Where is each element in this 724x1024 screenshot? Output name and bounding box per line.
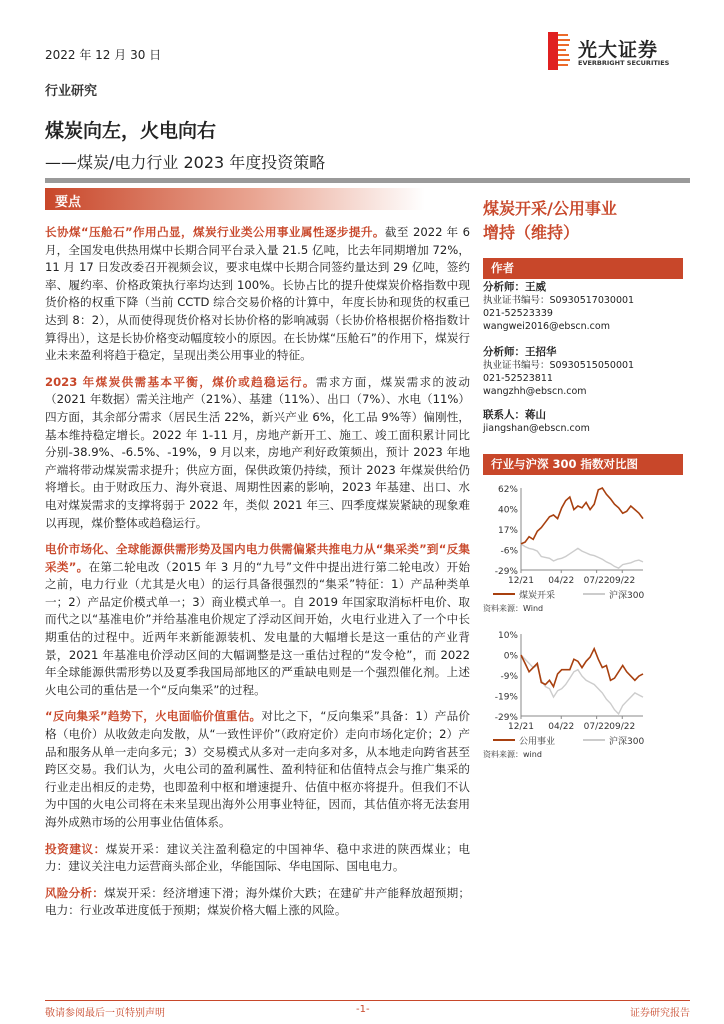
author-1 <box>483 281 693 333</box>
footer-divider <box>45 1000 690 1001</box>
x-tick-label: 12/21 <box>508 576 534 586</box>
contact <box>483 409 693 435</box>
x-tick-label: 07/22 <box>583 576 610 586</box>
author-email[interactable]: wangzhh@ebscn.com <box>483 386 587 397</box>
footer-report-type: 证券研究报告 <box>630 1008 690 1019</box>
y-tick-label: -19% <box>494 692 518 703</box>
report-date: 2022 年 12 月 30 日 <box>45 48 162 62</box>
y-tick-label: 10% <box>497 631 518 641</box>
key-point-paragraph <box>45 885 470 920</box>
key-point-lead: 电价市场化、全球能源供需形势及国内电力供需偏紧共推电力从“集采类”到“反集采类”。 <box>45 542 470 574</box>
key-point-paragraph <box>45 374 470 532</box>
y-tick-label: 62% <box>497 485 518 495</box>
key-point-paragraph <box>45 708 470 831</box>
series-line-1 <box>521 544 643 568</box>
author-name: 分析师：王招华 <box>483 346 557 358</box>
rating: 增持（维持） <box>483 223 580 242</box>
sector-name: 煤炭开采/公用事业 <box>483 199 617 218</box>
chart-utility-vs-hs300 <box>483 624 693 759</box>
key-point-text: 在第二轮电改（2015 年 3 月的“九号”文件中提出进行第二轮电改）开始之前，电力行业（尤其是火电）的运行具备很强烈的“集采”特征：1）产品种类单一；2）产品定价模式单一；3）商业模式单一。自 2019 年国家取消标杆电价、取而代之以“基准电价”并给基准电价规定了浮动区间开始，火电行业进入了一个中长期重估的过程中。近两年来新能源装机、发电量的大幅增长是这一重估的产业背景，2021 年基准电价浮动区间的大幅调整是这一重估过程的“发令枪”，而 2022 年全球能源供需形势以及夏季我国局部地区的严重缺电则是一个强烈催化剂。上述火电公司的重估是一个“反向集采”的过程。 <box>45 559 470 697</box>
logo-mark-icon <box>548 32 570 70</box>
x-tick-label: 09/22 <box>609 722 636 732</box>
x-tick-label: 04/22 <box>548 722 575 732</box>
key-points-header <box>45 188 425 210</box>
author-phone: 021-52523811 <box>483 373 553 384</box>
key-point-text: 煤炭开采：经济增速下滑；海外煤价大跌；在建矿井产能释放超预期；电力：行业改革进度低于预期；煤炭价格大幅上涨的风险。 <box>45 885 470 918</box>
legend-label: 公用事业 <box>519 737 556 747</box>
author-email[interactable]: wangwei2016@ebscn.com <box>483 321 610 332</box>
chart-source: 资料来源：wind <box>483 750 542 759</box>
author-phone: 021-52523339 <box>483 308 553 319</box>
key-point-lead: 风险分析： <box>45 885 105 900</box>
x-tick-label: 12/21 <box>508 722 534 732</box>
legend-label: 煤炭开采 <box>519 591 556 601</box>
series-line-0 <box>521 649 643 687</box>
page-number: -1- <box>356 1004 370 1015</box>
logo-text-en: EVERBRIGHT SECURITIES <box>578 59 670 67</box>
author-cert: 执业证书编号：S0930517030001 <box>483 295 635 306</box>
footer-disclaimer: 敬请参阅最后一页特别声明 <box>45 1008 165 1019</box>
y-tick-label: -29% <box>494 713 518 723</box>
legend-label: 沪深300 <box>609 591 645 601</box>
key-point-text: 需求方面，煤炭需求的波动（2021 年数据）需关注地产（21%）、基建（11%）、出口（7%）、水电（11%）四方面，其余部分需求（居民生活 22%，新兴产业 6%，化工品 9%等）偏刚性，基本维持稳定增长。2022 年 1-11 月，房地产新开工、施工、竣工面积累计同比分别-38.9%、-6.5%、-19%，9 月以来，房地产利好政策频出，预计 2023 年地产端将带动煤炭需求提升；供应方面，保供政策仍持续，预计 2023 年煤炭供给仍将增长。由于财政压力、海外衰退、周期性因素的影响，2023 年基建、出口、水电对煤炭需求的支撑将弱于 2022 年，类似 2021 年三、四季度煤炭紧缺的现象难以再现，煤价整体或趋稳运行。 <box>45 374 470 530</box>
key-points-label: 要点 <box>55 195 82 210</box>
key-point-lead: 长协煤“压舱石”作用凸显，煤炭行业类公用事业属性逐步提升。 <box>45 225 385 239</box>
y-tick-label: -29% <box>494 567 518 577</box>
key-point-lead: 投资建议： <box>45 841 106 856</box>
authors-header: 作者 <box>483 258 683 279</box>
legend-label: 沪深300 <box>609 737 645 747</box>
key-points-body <box>45 224 470 929</box>
chart-header: 行业与沪深 300 指数对比图 <box>483 454 683 475</box>
report-title: 煤炭向左，火电向右 <box>45 120 217 142</box>
y-tick-label: -9% <box>500 672 518 682</box>
y-tick-label: 40% <box>497 505 518 516</box>
report-subtitle: ——煤炭/电力行业 2023 年度投资策略 <box>45 153 326 172</box>
contact-email[interactable]: jiangshan@ebscn.com <box>483 423 590 434</box>
key-point-paragraph <box>45 541 470 699</box>
contact-name: 联系人：蒋山 <box>483 409 546 421</box>
divider <box>45 178 690 183</box>
key-point-text: 截至 2022 年 6月，全国发电供热用煤中长期合同平台录入量 21.5 亿吨，比去年同期增加 72%，11 月 17 日发改委召开视频会议，要求电煤中长期合同签约量达到 29 亿吨，签约率、履约率、价格政策执行率均达到 100%。长协占比的提升使煤炭价格指数中现货价格的权重下降（当前 CCTD 综合交易价格的计算中，年度长协和现货的权重已达到 8：2），从而使得现货价格对长协价格的影响减弱（长协价格根据价格指数计算得出），这是长协价格变动幅度较小的原因。在长协煤“压舱石”的作用下，煤炭行业未来盈利将趋于稳定，呈现出类公用事业的特征。 <box>45 225 470 363</box>
x-tick-label: 07/22 <box>583 722 610 732</box>
y-tick-label: 17% <box>497 526 518 536</box>
key-point-text: 对比之下，“反向集采”具备：1）产品价格（电价）从收敛走向发散，从“一致性评价”（政府定价）走向市场化定价；2）产品和服务从单一走向多元；3）交易模式从多对一走向多对多，从本地走向跨省甚至跨区交易。我们认为，火电公司的盈利属性、盈利特征和估值特点会与推广集采的行业走出相反的走势，也即盈利中枢和增速提升、估值中枢亦将提升。但我们不认为中国的火电公司将在未来呈现出海外公用事业特征，因而，其估值亦将无法套用海外成熟市场的公用事业估值体系。 <box>45 709 470 829</box>
author-2 <box>483 346 693 398</box>
key-point-lead: “反向集采”趋势下，火电面临价值重估。 <box>45 709 262 724</box>
chart-source: 资料来源：Wind <box>483 604 544 613</box>
company-logo <box>548 32 688 72</box>
x-tick-label: 04/22 <box>548 576 575 586</box>
report-category: 行业研究 <box>45 84 98 99</box>
key-point-paragraph <box>45 841 470 876</box>
key-point-text: 煤炭开采：建议关注盈利稳定的中国神华、稳中求进的陕西煤业；电力：建议关注电力运营商头部企业，华能国际、华电国际、国电电力。 <box>45 841 470 874</box>
author-cert: 执业证书编号：S0930515050001 <box>483 360 635 371</box>
series-line-0 <box>521 488 643 544</box>
x-tick-label: 09/22 <box>609 576 636 586</box>
y-tick-label: 0% <box>503 651 518 662</box>
chart-coal-vs-hs300 <box>483 478 693 620</box>
logo-text-cn: 光大证券 <box>578 39 659 61</box>
key-point-paragraph <box>45 224 470 365</box>
y-tick-label: -6% <box>500 546 518 557</box>
series-line-1 <box>521 655 643 714</box>
key-point-lead: 2023 年煤炭供需基本平衡，煤价或趋稳运行。 <box>45 374 316 389</box>
author-name: 分析师：王威 <box>483 281 546 293</box>
